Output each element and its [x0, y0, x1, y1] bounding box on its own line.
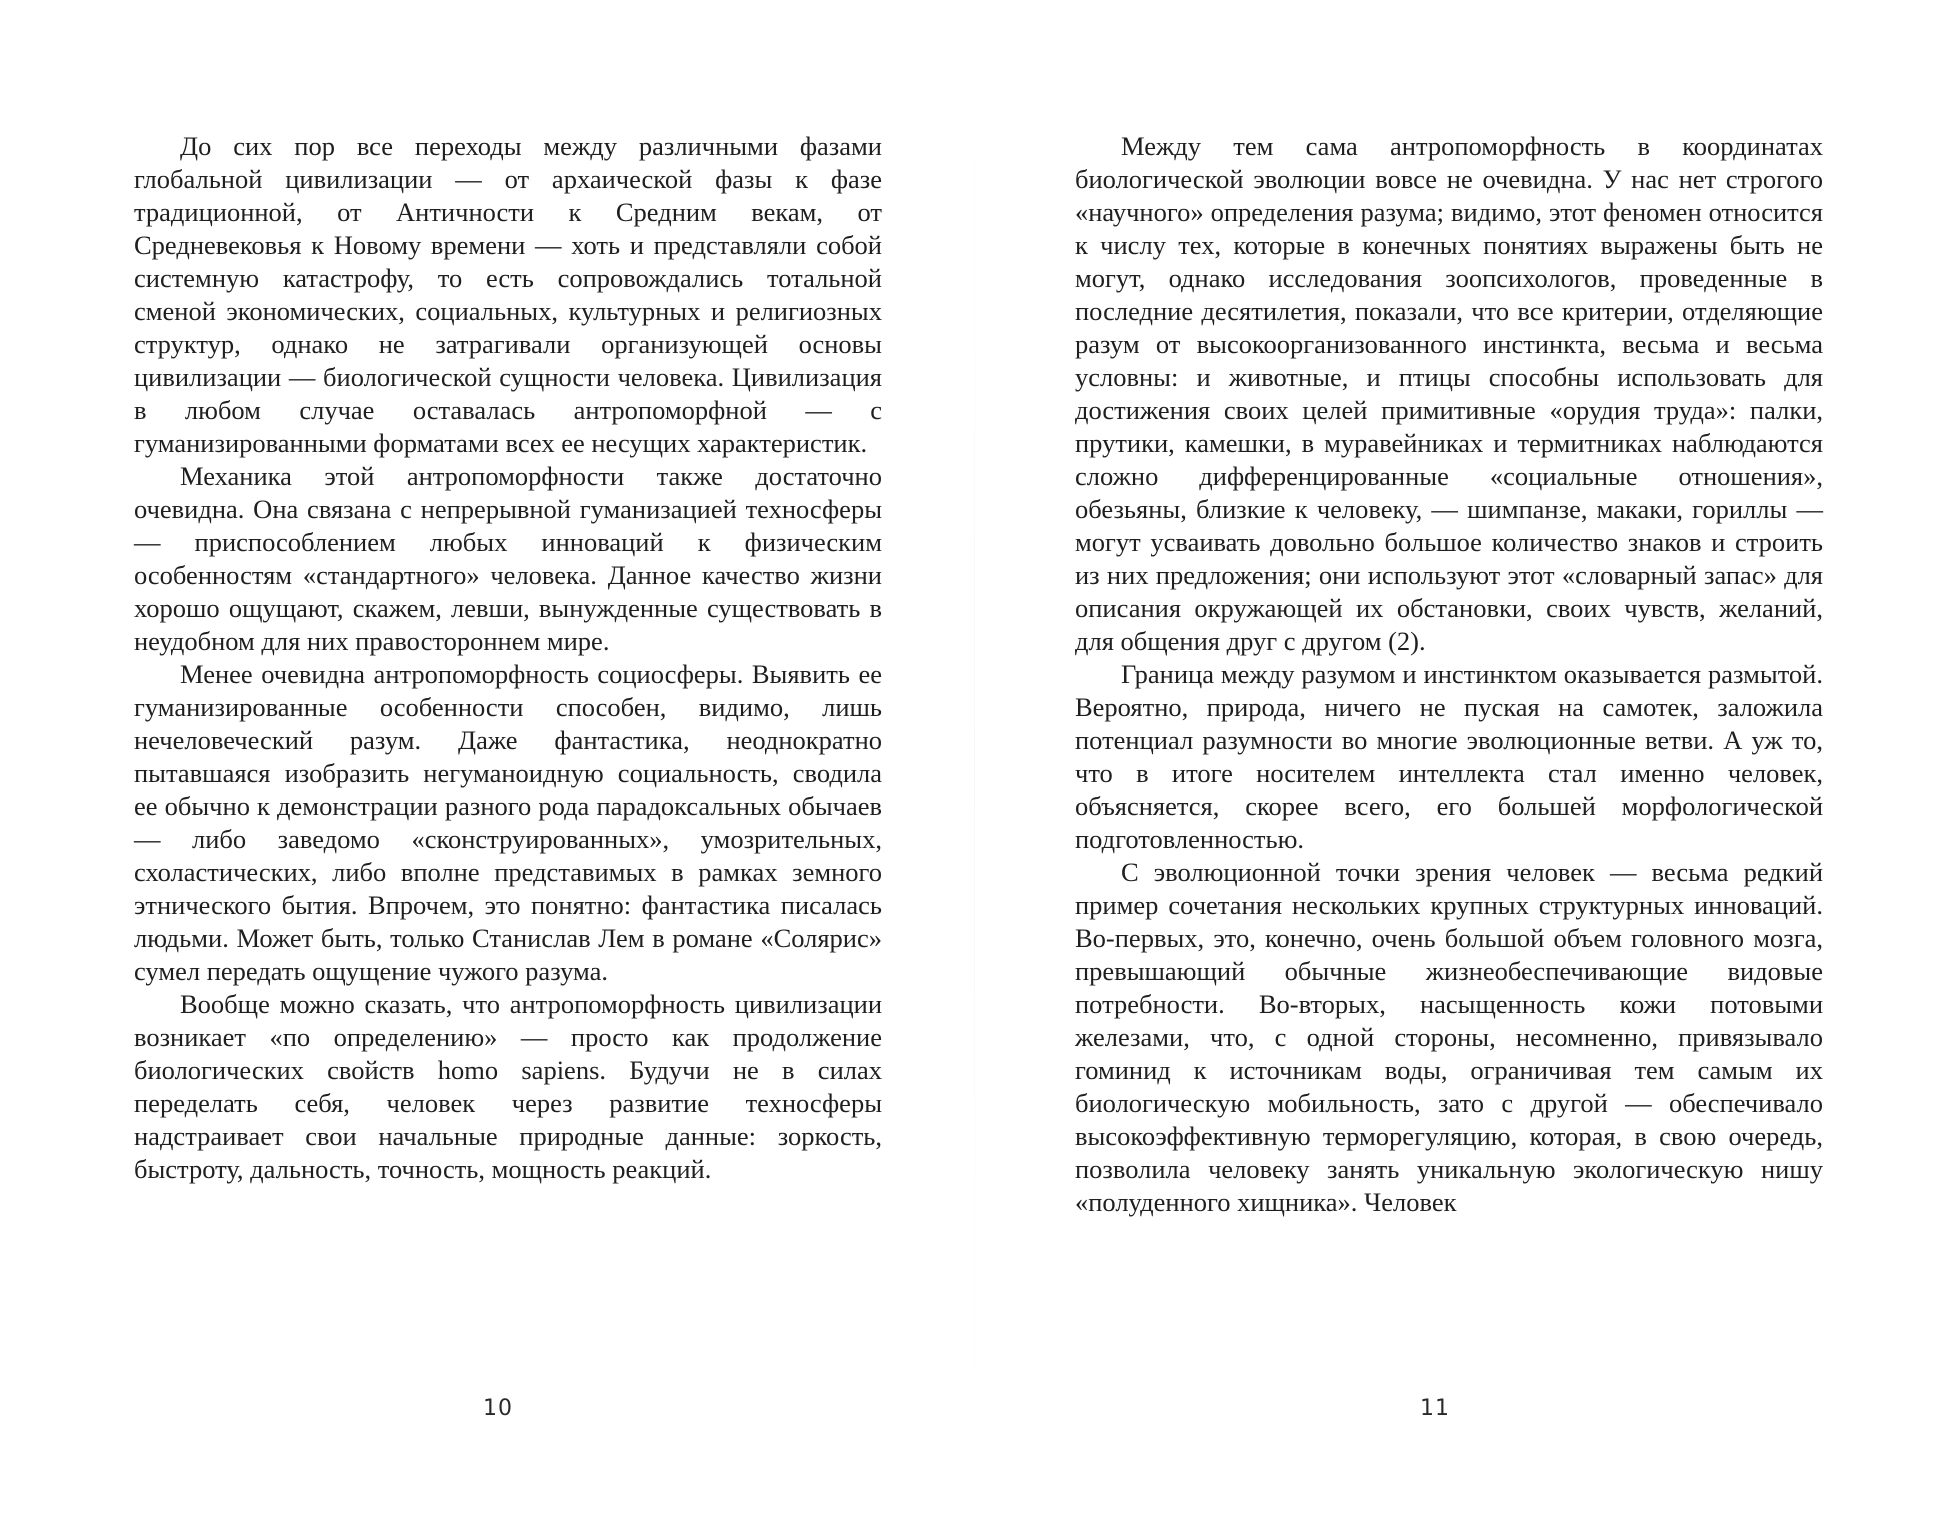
page-number: 10 [483, 1396, 513, 1421]
right-page [975, 0, 1949, 1530]
paragraph: С эволюционной точки зрения человек — весьма редкий пример сочетания нескольких крупных структурных инноваций. Во-первых, это, конечно, очень большой объем головного мозга, превышающий обычные жизнеобеспечивающие видовые потребности. Во-вторых, насыщенность кожи потовыми железами, что, с одной стороны, несомненно, привязывало гоминид к источникам воды, ограничивая тем самым их биологическую мобильность, зато с другой — обеспечивало высокоэффективную терморегуляцию, которая, в свою очередь, позволила человеку занять уникальную экологическую нишу «полуденного хищника». Человек [1075, 857, 1823, 1217]
paragraph: До сих пор все переходы между различными фазами глобальной цивилизации — от архаической фазы к фазе традиционной, от Античности к Средним векам, от Средневековья к Новому времени — хоть и представляли собой системную катастрофу, то есть сопровождались тотальной сменой экономических, социальных, культурных и религиозных структур, однако не затрагивали организующей основы цивилизации — биологической сущности человека. Цивилизация в любом случае оставалась антропоморфной — с гуманизированными форматами всех ее несущих характеристик. [134, 131, 882, 458]
page-number: 11 [1420, 1396, 1450, 1421]
paragraph: Менее очевидна антропоморфность социосферы. Выявить ее гуманизированные особенности способен, видимо, лишь нечеловеческий разум. Даже фантастика, неоднократно пытавшаяся изобразить негуманоидную социальность, сводила ее обычно к демонстрации разного рода парадоксальных обычаев — либо заведомо «сконструированных», умозрительных, схоластических, либо вполне представимых в рамках земного этнического бытия. Впрочем, это понятно: фантастика писалась людьми. Может быть, только Станислав Лем в романе «Солярис» сумел передать ощущение чужого разума. [134, 659, 882, 986]
left-page-text [134, 130, 882, 1186]
paragraph: Между тем сама антропоморфность в координатах биологической эволюции вовсе не очевидна. У нас нет строгого «научного» определения разума; видимо, этот феномен относится к числу тех, которые в конечных понятиях выражены быть не могут, однако исследования зоопсихологов, проведенные в последние десятилетия, показали, что все критерии, отделяющие разум от высокоорганизованного инстинкта, весьма и весьма условны: и животные, и птицы способны использовать для достижения своих целей примитивные «орудия труда»: палки, прутики, камешки, в муравейниках и термитниках наблюдаются сложно дифференцированные «социальные отношения», обезьяны, близкие к человеку, — шимпанзе, макаки, гориллы — могут усваивать довольно большое количество знаков и строить из них предложения; они используют этот «словарный запас» для описания окружающей их обстановки, своих чувств, желаний, для общения друг с другом (2). [1075, 131, 1823, 656]
paragraph: Вообще можно сказать, что антропоморфность цивилизации возникает «по определению» — просто как продолжение биологических свойств homo sapiens. Будучи не в силах переделать себя, человек через развитие техносферы надстраивает свои начальные природные данные: зоркость, быстроту, дальность, точность, мощность реакций. [134, 989, 882, 1184]
paragraph: Граница между разумом и инстинктом оказывается размытой. Вероятно, природа, ничего не пуская на самотек, заложила потенциал разумности во многие эволюционные ветви. А уж то, что в итоге носителем интеллекта стал именно человек, объясняется, скорее всего, его большей морфологической подготовленностью. [1075, 659, 1823, 854]
paragraph: Механика этой антропоморфности также достаточно очевидна. Она связана с непрерывной гуманизацией техносферы — приспособлением любых инноваций к физическим особенностям «стандартного» человека. Данное качество жизни хорошо ощущают, скажем, левши, вынужденные существовать в неудобном для них правостороннем мире. [134, 461, 882, 656]
right-page-text [1075, 130, 1823, 1219]
